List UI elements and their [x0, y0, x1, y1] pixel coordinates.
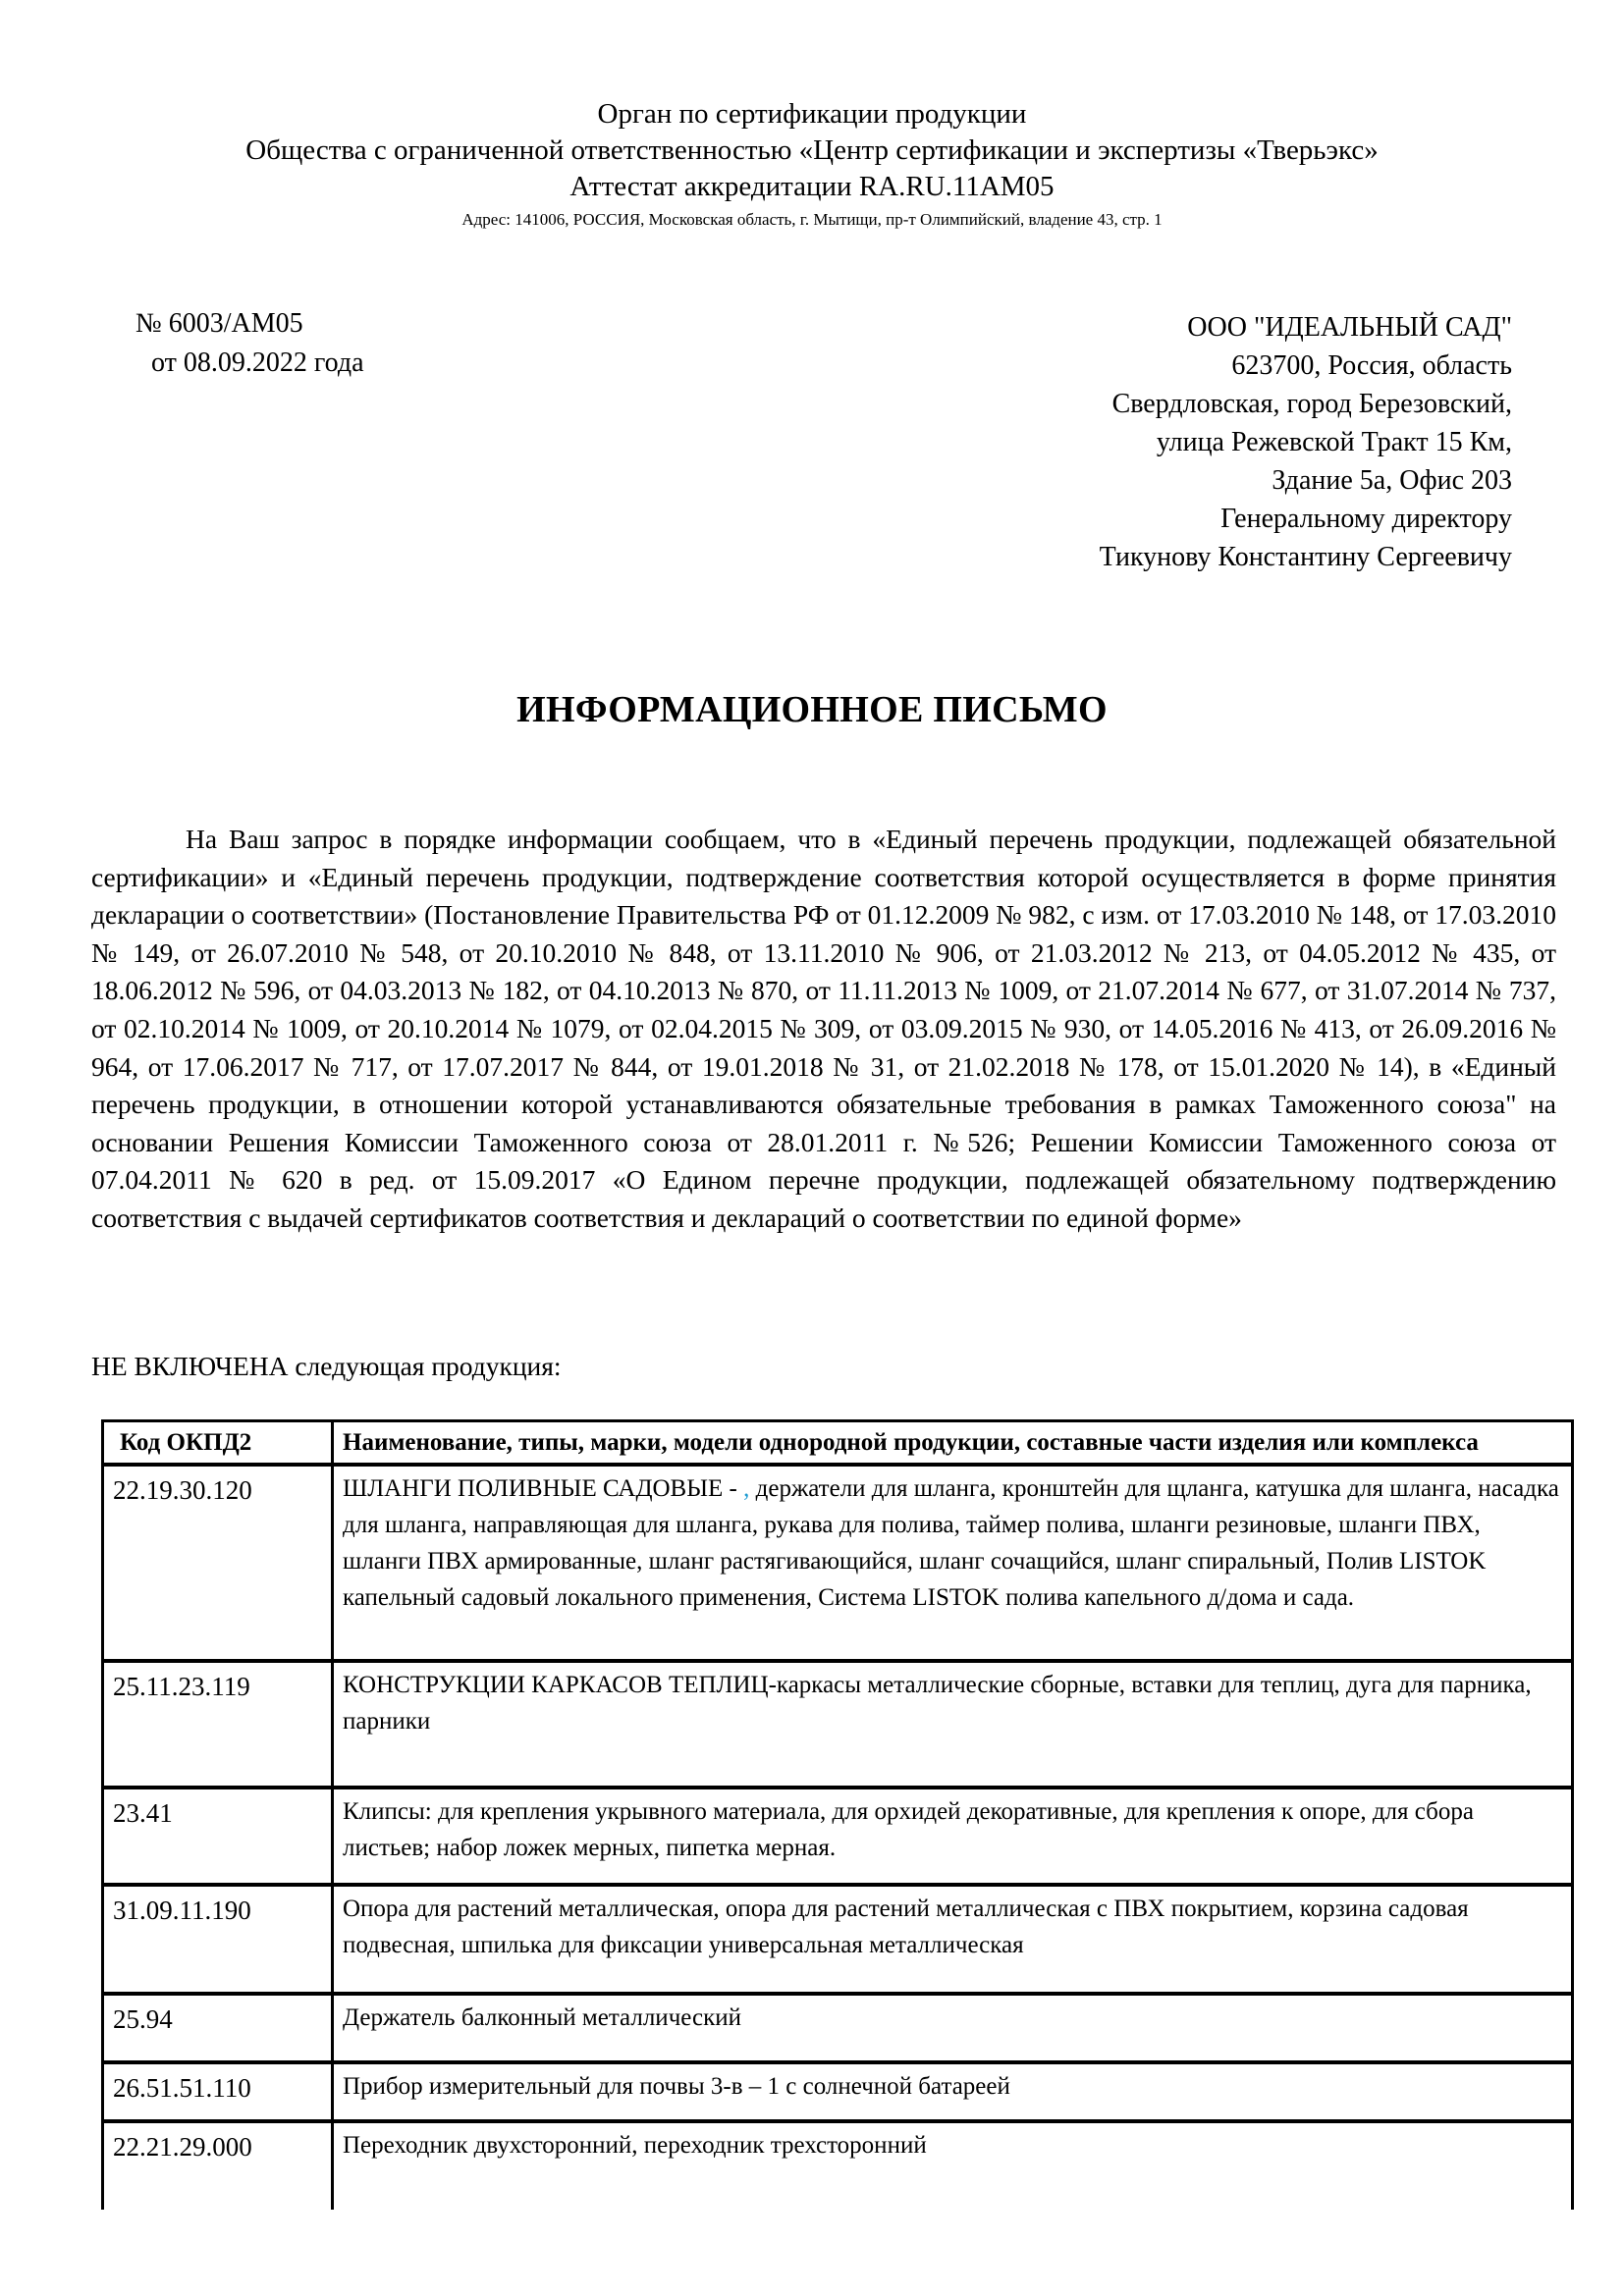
addressee-address-line: улица Режевской Тракт 15 Км, — [1156, 427, 1512, 457]
addressee-address-line: Здание 5а, Офис 203 — [1272, 465, 1512, 496]
row-code: 22.19.30.120 — [103, 1465, 333, 1661]
body-paragraph: На Ваш запрос в порядке информации сообщаем, что в «Единый перечень продукции, подлежащей обязательной сертификации» и «Единый перечень продукции, подтверждение соответствия которой осуществляется в форме принятия декларации о соответствии» (Постановление Правительства РФ от 01.12.2009 № 982, с изм. от 17.03.2010 № 148, от 17.03.2010 № 149, от 26.07.2010 № 548, от 20.10.2010 № 848, от 13.11.2010 № 906, от 21.03.2012 № 213, от 04.05.2012 № 435, от 18.06.2012 № 596, от 04.03.2013 № 182, от 04.10.2013 № 870, от 11.11.2013 № 1009, от 21.07.2014 № 677, от 31.07.2014 № 737, от 02.10.2014 № 1009, от 20.10.2014 № 1079, от 02.04.2015 № 309, от 03.09.2015 № 930, от 14.05.2016 № 413, от 26.09.2016 № 964, от 17.06.2017 № 717, от 17.07.2017 № 844, от 19.01.2018 № 31, от 21.02.2018 № 178, от 15.01.2020 № 14), в «Единый перечень продукции, в отношении которой устанавливаются обязательные требования в рамках Таможенного союза" на основании Решения Комиссии Таможенного союза от 28.01.2011 г. №526; Решении Комиссии Таможенного союза от 07.04.2011 № 620 в ред. от 15.09.2017 «О Едином перечне продукции, подлежащей обязательному подтверждению соответствия с выдачей сертификатов соответствия и деклараций о соответствии по единой форме» — [91, 824, 1556, 1233]
products-table — [101, 1419, 1574, 2210]
exclusion-intro: НЕ ВКЛЮЧЕНА следующая продукция: — [91, 1351, 562, 1381]
row-description: КОНСТРУКЦИИ КАРКАСОВ ТЕПЛИЦ-каркасы металлические сборные, вставки для теплиц, дуга для парника, парники — [333, 1661, 1573, 1788]
table-header-row — [103, 1421, 1573, 1466]
addressee-company: ООО "ИДЕАЛЬНЫЙ САД" — [1187, 312, 1512, 343]
table-row — [103, 1661, 1573, 1788]
letter-date: от 08.09.2022 года — [151, 347, 364, 378]
row-code: 23.41 — [103, 1788, 333, 1885]
row-code: 25.94 — [103, 1994, 333, 2062]
row-code: 25.11.23.119 — [103, 1661, 333, 1788]
table-row — [103, 1788, 1573, 1885]
addressee-person: Тикунову Константину Сергеевичу — [1099, 542, 1512, 572]
addressee-address-line: Свердловская, город Березовский, — [1111, 389, 1512, 419]
table-row — [103, 1994, 1573, 2062]
addressee-address-line: 623700, Россия, область — [1231, 350, 1512, 381]
header-description: Наименование, типы, марки, модели однородной продукции, составные части изделия или комплекса — [333, 1421, 1573, 1466]
table-row — [103, 2121, 1573, 2210]
issuer-address: Адрес: 141006, РОССИЯ, Московская область, г. Мытищи, пр-т Олимпийский, владение 43, стр. 1 — [461, 210, 1163, 229]
row-code: 31.09.11.190 — [103, 1885, 333, 1994]
row-code: 22.21.29.000 — [103, 2121, 333, 2210]
issuer-name: Орган по сертификации продукции — [597, 98, 1027, 130]
row-description-prefix: ШЛАНГИ ПОЛИВНЫЕ САДОВЫЕ - — [343, 1475, 744, 1502]
issuer-organization: Общества с ограниченной ответственностью «Центр сертификации и экспертизы «Тверьэкс» — [245, 134, 1379, 166]
table-row — [103, 1465, 1573, 1661]
addressee-position: Генеральному директору — [1220, 504, 1512, 534]
accent-comma: , — [743, 1475, 750, 1502]
accreditation-certificate: Аттестат аккредитации RA.RU.11АМ05 — [569, 171, 1055, 202]
row-description: Переходник двухсторонний, переходник трехсторонний — [333, 2121, 1573, 2210]
row-description: Держатель балконный металлический — [333, 1994, 1573, 2062]
row-description: Клипсы: для крепления укрывного материала, для орхидей декоративные, для крепления к опоре, для сбора листьев; набор ложек мерных, пипетка мерная. — [333, 1788, 1573, 1885]
addressee-block — [1100, 308, 1512, 576]
row-description — [333, 1465, 1573, 1661]
document-title: ИНФОРМАЦИОННОЕ ПИСЬМО — [516, 689, 1108, 730]
table-row — [103, 2062, 1573, 2121]
row-code: 26.51.51.110 — [103, 2062, 333, 2121]
header-code: Код ОКПД2 — [103, 1421, 333, 1466]
table-row — [103, 1885, 1573, 1994]
letter-number: № 6003/АМ05 — [135, 308, 303, 339]
row-description: Прибор измерительный для почвы 3-в – 1 с солнечной батареей — [333, 2062, 1573, 2121]
row-description-text: держатели для шланга, кронштейн для щланга, катушка для шланга, насадка для шланга, направляющая для шланга, рукава для полива, таймер полива, шланги резиновые, шланги ПВХ, шланги ПВХ армированные, шланг растягивающийся, шланг сочащийся, шланг спиральный, Полив LISTOK капельный садовый локального применения, Система LISTOK полива капельного д/дома и сада. — [343, 1475, 1559, 1611]
row-description: Опора для растений металлическая, опора для растений металлическая с ПВХ покрытием, корзина садовая подвесная, шпилька для фиксации универсальная металлическая — [333, 1885, 1573, 1994]
